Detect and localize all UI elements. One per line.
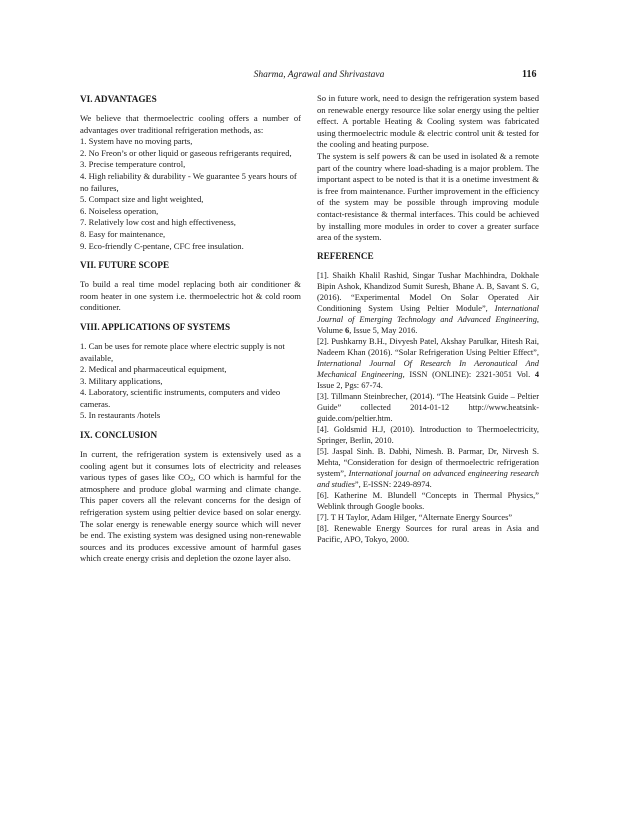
reference-text: , Issue 5, May 2016. bbox=[349, 325, 418, 335]
section-advantages bbox=[80, 93, 301, 252]
conclusion-text bbox=[80, 449, 301, 565]
reference-item-7: [7]. T H Taylor, Adam Hilger, “Alternate Energy Sources” bbox=[317, 512, 513, 522]
reference-text: [1]. Shaikh Khalil Rashid, Singar Tushar Machhindra, Dokhale Bipin Ashok, Khandizod Sumit Suresh, Bhane A. B, Savant S. G, (2016). “Experimental Model On Solar Operated Air Conditioning System Using Peltier Module”, bbox=[317, 270, 539, 313]
page-number: 116 bbox=[522, 69, 537, 80]
section-conclusion bbox=[80, 429, 301, 565]
section-heading-advantages: VI. ADVANTAGES bbox=[80, 94, 157, 104]
reference-item-3: [3]. Tillmann Steinbrecher, (2014). “The Heatsink Guide – Peltier Guide” collected 2014-01-12 http://www.heatsink-guide.com/peltier.htm. bbox=[317, 391, 539, 423]
right-column bbox=[317, 93, 539, 552]
reference-list bbox=[317, 270, 539, 545]
section-references bbox=[317, 250, 539, 545]
reference-text: [5]. Jaspal Sinh. B. Dabhi, Nimesh. B. Parmar, Dr, Nirvesh S. Mehta, “Consideration for design of thermoelectric refrigeration system”, bbox=[317, 446, 539, 478]
list-item: 6. Noiseless operation, bbox=[80, 205, 159, 216]
list-item: 7. Relatively low cost and high effectiveness, bbox=[80, 217, 236, 228]
applications-list bbox=[80, 341, 301, 422]
reference-volume: 6 bbox=[345, 325, 350, 335]
reference-volume: 4 bbox=[534, 369, 539, 379]
list-item: 3. Precise temperature control, bbox=[80, 159, 186, 170]
list-item: 8. Easy for maintenance, bbox=[80, 228, 166, 239]
running-head-authors: Sharma, Agrawal and Shrivastava bbox=[253, 70, 385, 80]
list-item: 2. No Freon’s or other liquid or gaseous refrigerants required, bbox=[80, 147, 292, 158]
section-heading-future-scope: VII. FUTURE SCOPE bbox=[80, 260, 170, 271]
reference-text: , ISSN (ONLINE): 2321-3051 Vol. bbox=[402, 369, 535, 379]
reference-text: [2]. Pushkarny B.H., Divyesh Patel, Akshay Parulkar, Hitesh Rai, Nadeem Khan (2016). “Solar Refrigeration Using Peltier Effect”, bbox=[317, 336, 539, 357]
reference-item-4: [4]. Goldsmid H.J, (2010). Introduction to Thermoelectricity, Springer, Berlin, 2010. bbox=[317, 424, 539, 445]
reference-text: ”, E-ISSN: 2249-8974. bbox=[354, 479, 432, 489]
reference-journal: International Journal Of Research In Aeronautical And Mechanical Engineering bbox=[317, 358, 539, 379]
running-head bbox=[0, 70, 638, 80]
reference-journal: International journal on advanced engineering research and studies bbox=[317, 468, 539, 489]
conclusion-text-part: , CO which is harmful for the atmosphere and produce global warming and climate change. This paper covers all the relevant concerns for the design of refrigeration system using peltier device based on solar energy. The solar energy is renewable energy source which will never be end. The existing system was designed using non-renewable sources and its produces excessive amount of harmful gases which create energy crisis and depletion the ozone layer also. bbox=[80, 472, 302, 564]
reference-item-8: [8]. Renewable Energy Sources for rural areas in Asia and Pacific, APO, Tokyo, 2000. bbox=[317, 523, 539, 544]
section-future-scope bbox=[80, 259, 301, 314]
reference-journal: International Journal of Emerging Technology and Advanced Engineering bbox=[317, 303, 539, 324]
list-item: 5. Compact size and light weighted, bbox=[80, 194, 204, 205]
reference-text: , Volume bbox=[317, 314, 539, 335]
section-applications bbox=[80, 321, 301, 422]
list-item: 3. Military applications, bbox=[80, 375, 163, 386]
section-heading-references: REFERENCE bbox=[317, 250, 374, 261]
reference-item-6: [6]. Katherine M. Blundell “Concepts in Thermal Physics,” Weblink through Google books. bbox=[317, 490, 539, 511]
future-work-paragraph: So in future work, need to design the refrigeration system based on renewable energy resource like solar energy using the peltier effect. A portable Heating & Cooling system was fabricated using thermoelectric module & electric control unit & tested for the cooling and heating purpose. bbox=[317, 93, 539, 150]
reference-item-5 bbox=[317, 446, 539, 490]
list-item: 9. Eco-friendly C-pentane, CFC free insulation. bbox=[80, 240, 244, 251]
list-item: 4. High reliability & durability - We guarantee 5 years hours of no failures, bbox=[80, 170, 297, 193]
list-item: 5. In restaurants /hotels bbox=[80, 410, 161, 421]
reference-item-2 bbox=[317, 336, 539, 391]
subscript-2: 2 bbox=[190, 477, 194, 484]
list-item: 1. Can be uses for remote place where electric supply is not available, bbox=[80, 340, 285, 363]
advantages-intro: We believe that thermoelectric cooling offers a number of advantages over traditional refrigeration methods, as: bbox=[80, 113, 301, 135]
left-column bbox=[80, 93, 301, 572]
conclusion-text-part: In current, the refrigeration system is extensively used as a cooling agent but it consumes lots of electricity and releases various types of gases like CO bbox=[80, 449, 301, 483]
advantages-list bbox=[80, 136, 301, 252]
section-heading-applications: VIII. APPLICATIONS OF SYSTEMS bbox=[80, 321, 231, 332]
section-heading-conclusion: IX. CONCLUSION bbox=[80, 430, 158, 441]
reference-item-1 bbox=[317, 270, 539, 336]
reference-text: Issue 2, Pgs: 67-74. bbox=[317, 380, 383, 390]
list-item: 1. System have no moving parts, bbox=[80, 136, 193, 147]
future-scope-text: To build a real time model replacing both air conditioner & room heater in one system i.e. thermoelectric hot & cold room conditioner. bbox=[80, 279, 301, 313]
system-benefits-paragraph: The system is self powers & can be used in isolated & a remote part of the country where load-shading is a major problem. The important aspect to be noted is that it is a onetime investment & is free from maintenance. Further improvement in the efficiency of the system may be possible through improving module contact-resistance & thermal interfaces. This could be achieved by installing more modules in order to cover a greater surface area of the system. bbox=[317, 150, 539, 243]
list-item: 4. Laboratory, scientific instruments, computers and video cameras. bbox=[80, 387, 281, 409]
list-item: 2. Medical and pharmaceutical equipment, bbox=[80, 364, 227, 375]
